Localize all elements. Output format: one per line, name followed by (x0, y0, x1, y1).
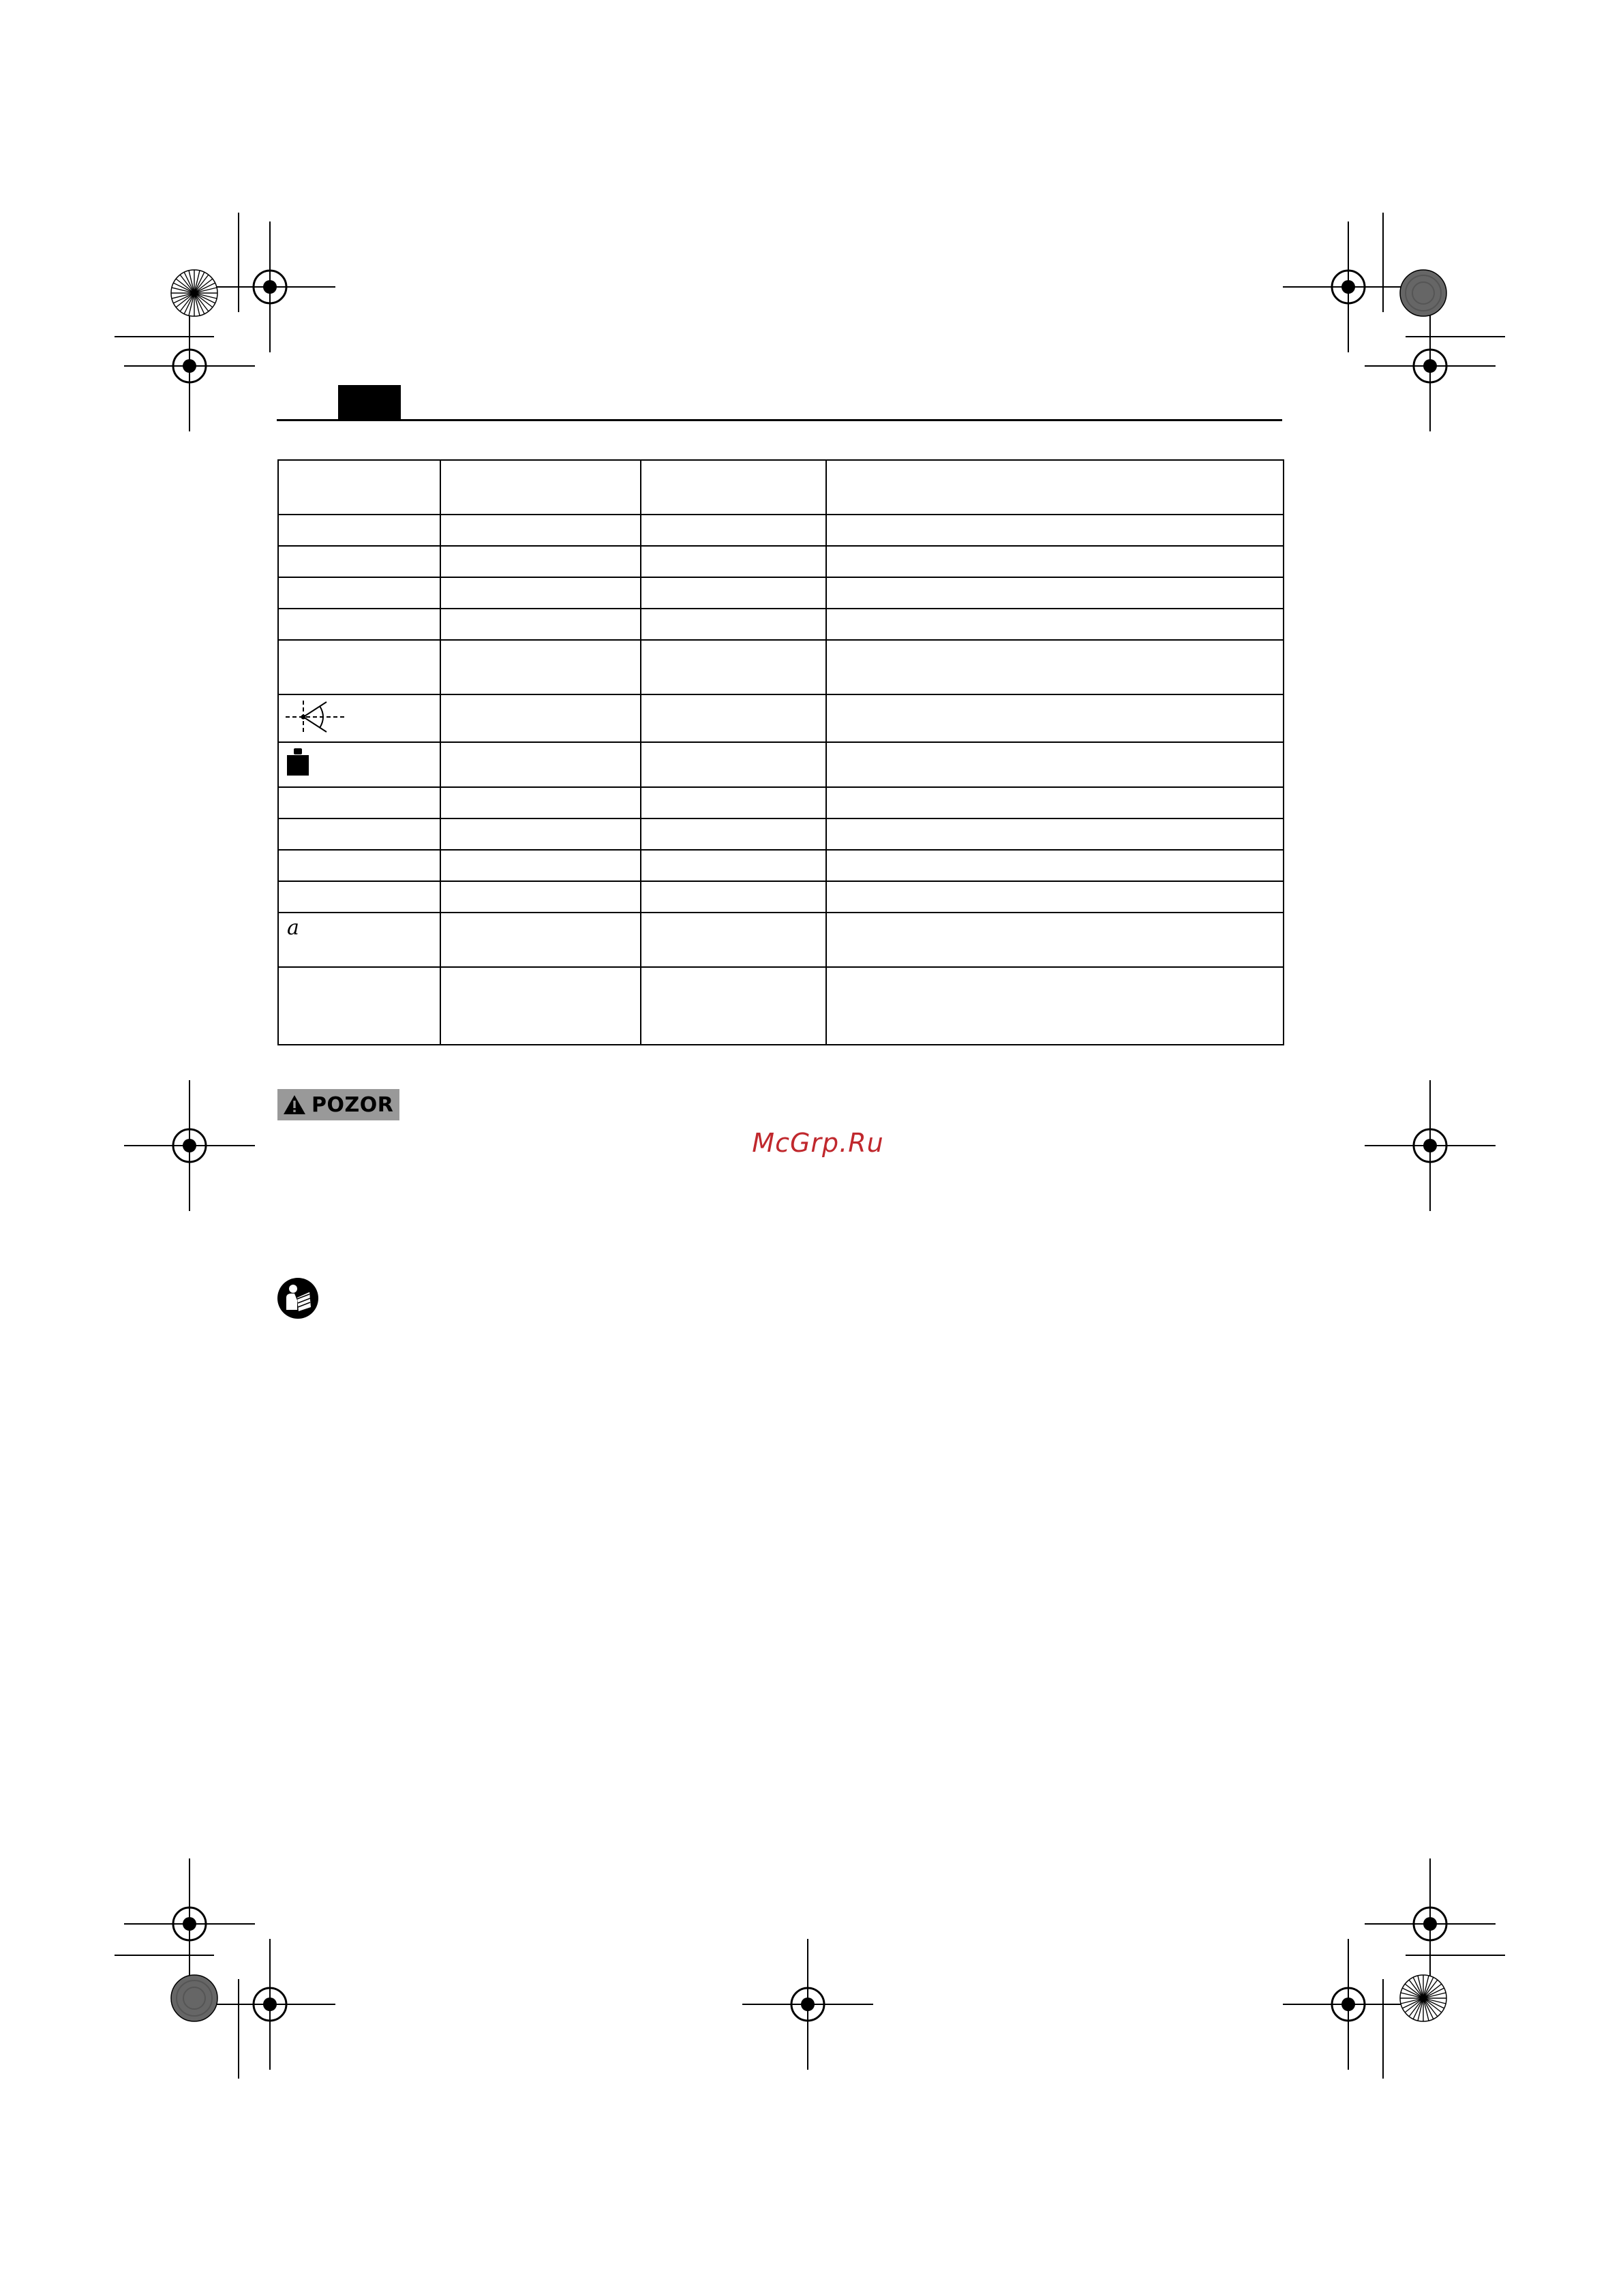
registration-mark (1362, 1077, 1498, 1214)
table-cell (641, 913, 826, 967)
table-cell (278, 742, 440, 787)
table-cell (440, 742, 641, 787)
table-cell (440, 515, 641, 546)
table-cell (440, 546, 641, 577)
table-cell (641, 694, 826, 742)
table-cell (440, 577, 641, 609)
table-cell (278, 515, 440, 546)
watermark: McGrp.Ru (752, 1128, 884, 1158)
table-row (278, 577, 1284, 609)
table-cell (440, 609, 641, 640)
table-row (278, 967, 1284, 1045)
table-cell (641, 881, 826, 913)
table-cell (826, 818, 1284, 850)
language-tab (338, 385, 401, 420)
table-cell (641, 787, 826, 818)
table-cell (826, 742, 1284, 787)
table-row (278, 640, 1284, 694)
table-cell (641, 577, 826, 609)
bevel-angle-icon (284, 697, 350, 735)
table-cell (278, 694, 440, 742)
registration-mark (740, 1936, 876, 2072)
table-cell (641, 640, 826, 694)
table-row (278, 694, 1284, 742)
table-cell (440, 967, 641, 1045)
table-row (278, 742, 1284, 787)
table-cell (826, 577, 1284, 609)
density-mark (170, 1974, 219, 2023)
starburst-mark (170, 269, 219, 318)
read-manual-icon (277, 1277, 319, 1319)
table-cell (278, 577, 440, 609)
spec-table (277, 459, 1284, 1045)
table-cell (278, 818, 440, 850)
table-cell (440, 694, 641, 742)
table-cell (440, 640, 641, 694)
table-row (278, 546, 1284, 577)
table-cell (826, 694, 1284, 742)
table-cell (641, 967, 826, 1045)
table-cell (641, 742, 826, 787)
warning-triangle-icon (283, 1095, 306, 1115)
weight-icon (284, 747, 312, 777)
registration-mark (202, 1936, 338, 2072)
acceleration-symbol: a (278, 913, 440, 967)
table-cell (278, 850, 440, 881)
starburst-mark (1399, 1974, 1448, 2023)
registration-mark (121, 298, 258, 434)
table-cell (641, 850, 826, 881)
table-cell (826, 546, 1284, 577)
table-row (278, 881, 1284, 913)
table-cell (826, 850, 1284, 881)
table-cell (826, 609, 1284, 640)
table-cell (440, 881, 641, 913)
header-rule (277, 419, 1282, 421)
table-cell (278, 787, 440, 818)
table-cell (641, 460, 826, 515)
table-cell (826, 967, 1284, 1045)
registration-mark (1362, 298, 1498, 434)
table-cell (278, 609, 440, 640)
table-cell (641, 818, 826, 850)
table-cell (641, 546, 826, 577)
table-cell (826, 460, 1284, 515)
table-row (278, 609, 1284, 640)
table-row (278, 460, 1284, 515)
table-cell (641, 515, 826, 546)
table-cell (440, 913, 641, 967)
warning-badge (277, 1089, 399, 1120)
table-cell (826, 787, 1284, 818)
table-cell (278, 881, 440, 913)
table-cell (278, 967, 440, 1045)
table-row (278, 913, 1284, 967)
table-row (278, 515, 1284, 546)
table-cell (440, 850, 641, 881)
table-cell (440, 460, 641, 515)
table-row (278, 850, 1284, 881)
table-cell (826, 881, 1284, 913)
table-cell (826, 515, 1284, 546)
table-cell (278, 460, 440, 515)
table-cell (440, 818, 641, 850)
table-row (278, 818, 1284, 850)
warning-label: POZOR (312, 1092, 394, 1117)
registration-mark (121, 1077, 258, 1214)
registration-mark (1280, 1936, 1416, 2072)
table-cell (278, 640, 440, 694)
density-mark (1399, 269, 1448, 318)
table-cell (826, 913, 1284, 967)
table-row (278, 787, 1284, 818)
table-cell (278, 546, 440, 577)
table-cell (440, 787, 641, 818)
table-cell (826, 640, 1284, 694)
table-cell (641, 609, 826, 640)
